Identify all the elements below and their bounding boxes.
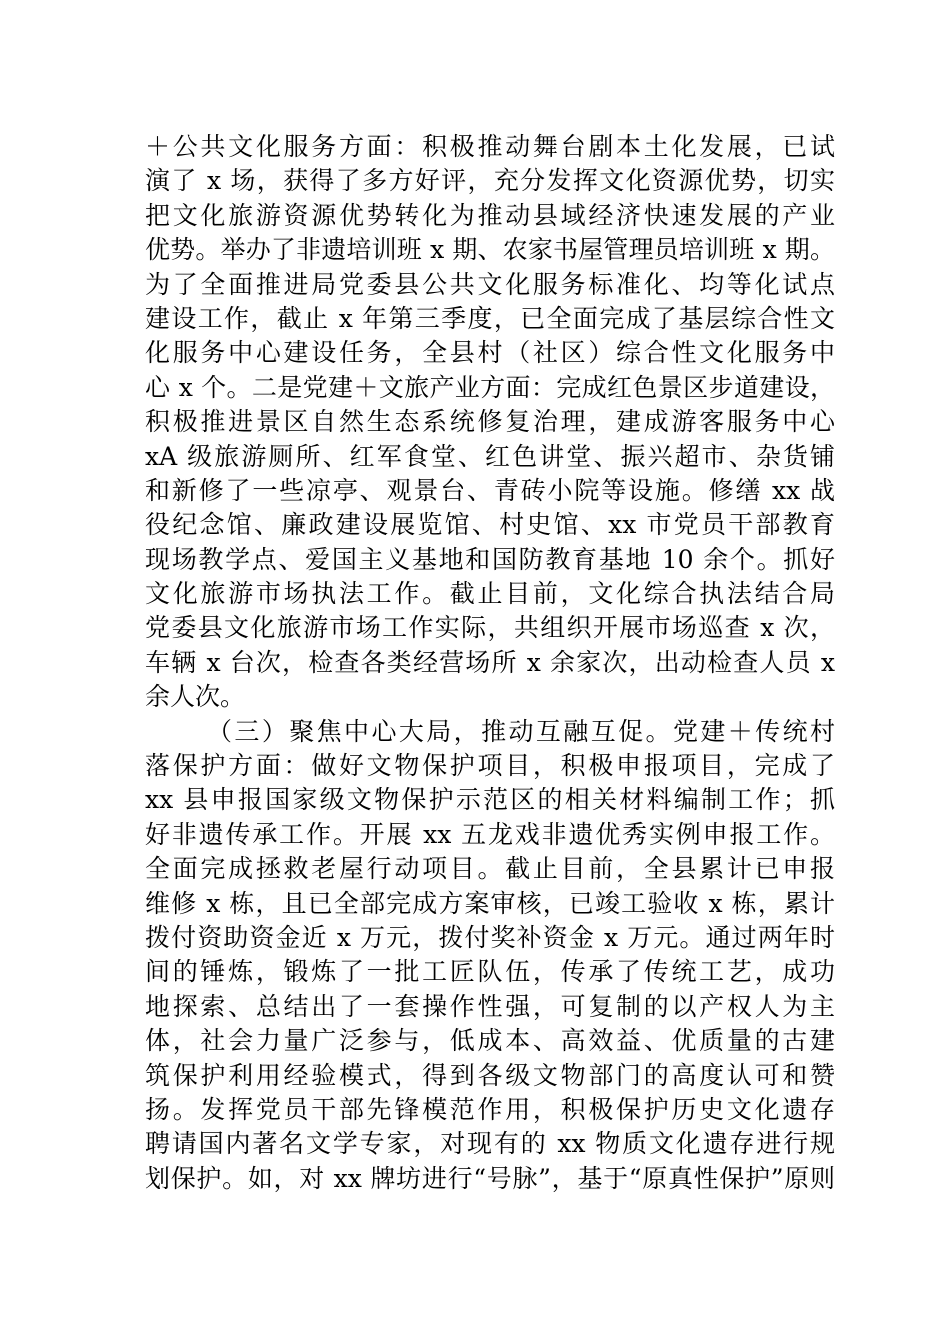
text-line: 全面完成拯救老屋行动项目。截止目前，全县累计已申报	[145, 854, 835, 884]
text-line: 拨付资助资金近 x 万元，拨付奖补资金 x 万元。通过两年时	[145, 922, 835, 952]
text-line: 建设工作，截止 x 年第三季度，已全面完成了基层综合性文	[145, 303, 835, 333]
text-line: 把文化旅游资源优势转化为推动县域经济快速发展的产业	[145, 200, 835, 230]
text-line: 地探索、总结出了一套操作性强，可复制的以产权人为主	[145, 991, 835, 1021]
text-line: 心 x 个。二是党建＋文旅产业方面：完成红色景区步道建设，	[145, 372, 835, 402]
text-line: 体，社会力量广泛参与，低成本、高效益、优质量的古建	[145, 1026, 835, 1056]
text-line: xx 县申报国家级文物保护示范区的相关材料编制工作；抓	[145, 785, 835, 815]
text-line: 间的锤炼，锻炼了一批工匠队伍，传承了传统工艺，成功	[145, 957, 835, 987]
text-line: 优势。举办了非遗培训班 x 期、农家书屋管理员培训班 x 期。	[145, 235, 835, 265]
text-line: 扬。发挥党员干部先锋模范作用，积极保护历史文化遗存	[145, 1094, 835, 1124]
text-line: 聘请国内著名文学专家，对现有的 xx 物质文化遗存进行规	[145, 1129, 835, 1159]
text-line: 好非遗传承工作。开展 xx 五龙戏非遗优秀实例申报工作。	[145, 819, 835, 849]
text-line: 党委县文化旅游市场工作实际，共组织开展市场巡查 x 次，	[145, 613, 835, 643]
text-line: 文化旅游市场执法工作。截止目前，文化综合执法结合局	[145, 579, 835, 609]
paragraph-end-line: 余人次。	[145, 682, 246, 712]
text-line: 化服务中心建设任务，全县村（社区）综合性文化服务中	[145, 338, 835, 368]
text-line: 演了 x 场，获得了多方好评，充分发挥文化资源优势，切实	[145, 166, 835, 196]
text-line: 积极推进景区自然生态系统修复治理，建成游客服务中心	[145, 407, 835, 437]
text-line: xA 级旅游厕所、红军食堂、红色讲堂、振兴超市、杂货铺	[145, 441, 835, 471]
text-line: 落保护方面：做好文物保护项目，积极申报项目，完成了	[145, 751, 835, 781]
text-line: 为了全面推进局党委县公共文化服务标准化、均等化试点	[145, 269, 835, 299]
body-text	[145, 130, 835, 1196]
text-line: 现场教学点、爱国主义基地和国防教育基地 10 余个。抓好	[145, 544, 835, 574]
text-line: 役纪念馆、廉政建设展览馆、村史馆、xx 市党员干部教育	[145, 510, 835, 540]
text-line: 筑保护利用经验模式，得到各级文物部门的高度认可和赞	[145, 1060, 835, 1090]
text-line: ＋公共文化服务方面：积极推动舞台剧本土化发展，已试	[145, 132, 835, 161]
text-line: 车辆 x 台次，检查各类经营场所 x 余家次，出动检查人员 x	[145, 647, 835, 677]
text-line: 和新修了一些凉亭、观景台、青砖小院等设施。修缮 xx 战	[145, 475, 835, 505]
text-line: 维修 x 栋，且已全部完成方案审核，已竣工验收 x 栋，累计	[145, 888, 835, 918]
paragraph-start-line: （三）聚焦中心大局，推动互融互促。党建＋传统村	[207, 716, 835, 746]
text-line: 划保护。如，对 xx 牌坊进行“号脉”，基于“原真性保护”原则	[145, 1163, 835, 1193]
